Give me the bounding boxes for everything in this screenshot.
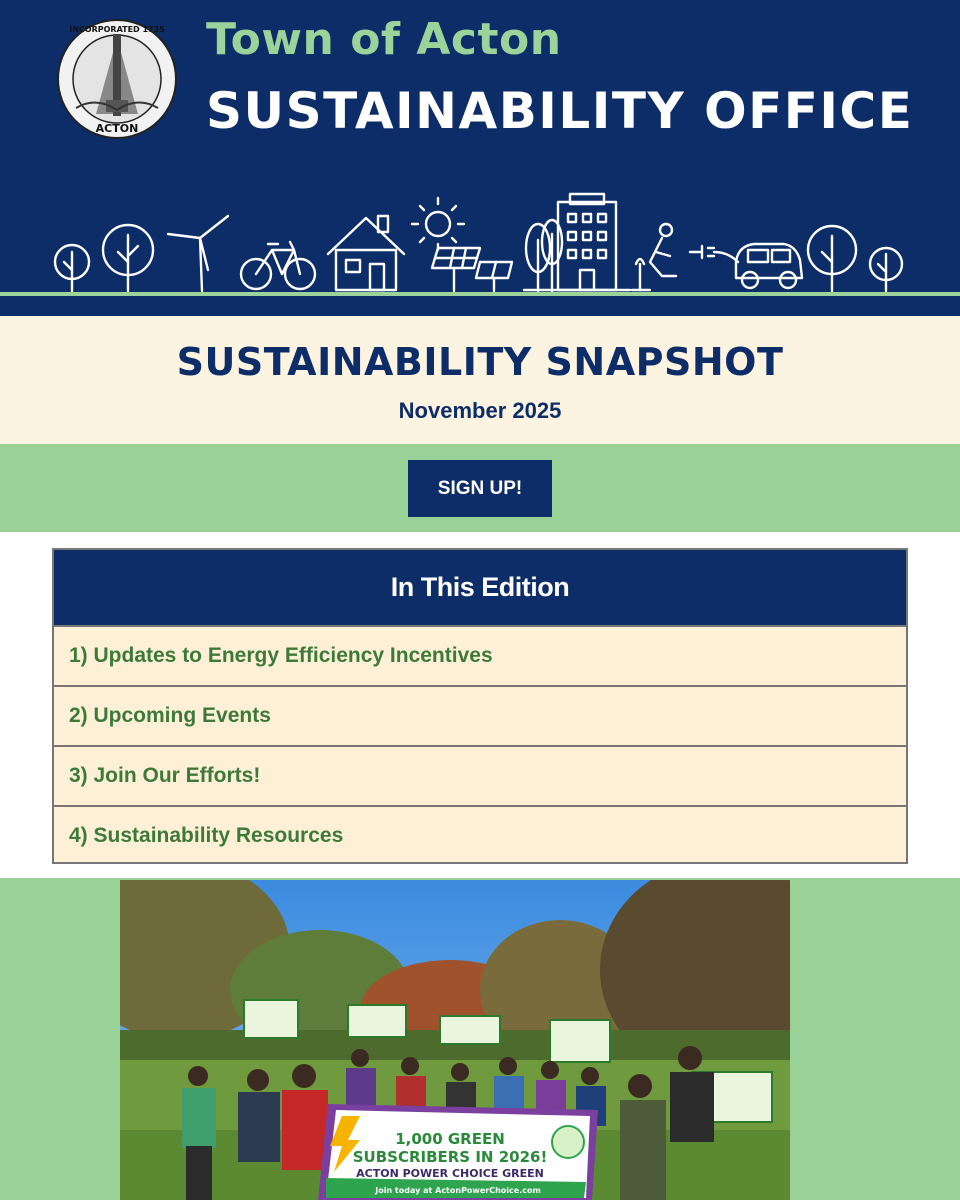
sign-up-button[interactable]: SIGN UP! [408, 460, 552, 517]
tree-icon [526, 220, 562, 291]
toc-heading: In This Edition [54, 550, 906, 625]
bicycle-icon [241, 242, 315, 289]
tree-icon [870, 248, 902, 291]
apartment-building-icon [524, 194, 630, 290]
toc-item-join-efforts[interactable]: 3) Join Our Efforts! [54, 745, 906, 805]
toc-item-resources[interactable]: 4) Sustainability Resources [54, 805, 906, 865]
green-sign [348, 1005, 406, 1037]
gardener-icon [632, 224, 676, 290]
toc-item-upcoming-events[interactable]: 2) Upcoming Events [54, 685, 906, 745]
banner-line-1: 1,000 GREEN [395, 1130, 505, 1148]
horizon-line [0, 292, 960, 296]
office-title: SUSTAINABILITY OFFICE [206, 82, 914, 140]
banner-line-2: SUBSCRIBERS IN 2026! [352, 1148, 548, 1166]
header [0, 0, 960, 316]
group-photo [120, 880, 790, 1200]
electric-car-icon [690, 244, 802, 288]
sustainability-skyline-illustration [50, 190, 910, 298]
snapshot-banner [0, 316, 960, 444]
tree-icon [103, 225, 153, 291]
town-seal-icon [56, 18, 178, 140]
banner-line-3: ACTON POWER CHOICE GREEN [356, 1167, 544, 1180]
green-sign [550, 1020, 610, 1062]
house-icon [328, 216, 404, 290]
solar-panel-icon [432, 248, 512, 291]
sun-logo-icon [552, 1126, 584, 1158]
green-sign [244, 1000, 298, 1038]
signup-band [0, 444, 960, 532]
subscriber-banner [318, 1104, 598, 1200]
tree-icon [808, 226, 856, 291]
newsletter-title: SUSTAINABILITY SNAPSHOT [176, 340, 784, 384]
table-of-contents [52, 548, 908, 864]
tree-icon [55, 245, 89, 291]
wind-turbine-icon [168, 216, 228, 291]
green-sign [440, 1016, 500, 1044]
seal-bottom-text: ACTON [95, 122, 139, 135]
toc-item-energy-efficiency[interactable]: 1) Updates to Energy Efficiency Incentives [54, 625, 906, 685]
seal-top-text: INCORPORATED 1735 [69, 25, 165, 34]
sun-icon [412, 198, 464, 250]
town-name: Town of Acton [206, 14, 562, 65]
newsletter-date: November 2025 [398, 398, 562, 423]
banner-line-4: Join today at ActonPowerChoice.com [375, 1186, 541, 1195]
